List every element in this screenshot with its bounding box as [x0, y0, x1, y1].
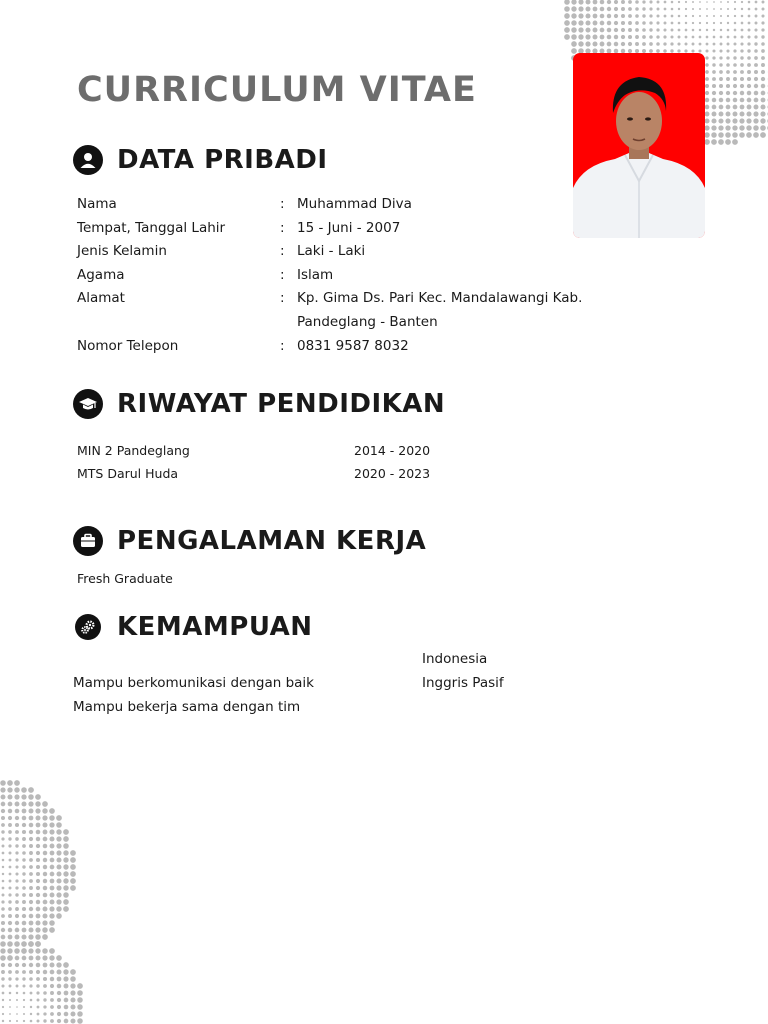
field-row: [77, 240, 627, 264]
field-value: Muhammad Diva: [297, 196, 412, 212]
education-list: [77, 439, 430, 485]
section-personal-data: [73, 145, 328, 175]
field-separator: :: [280, 337, 285, 354]
field-value: Islam: [297, 266, 334, 283]
user-icon: [73, 145, 103, 175]
section-experience: [73, 526, 426, 556]
field-value: 0831 9587 8032: [297, 337, 409, 354]
abilities-list: [73, 672, 314, 719]
dotted-circle-decoration: [0, 720, 100, 1024]
school-name: MIN 2 Pandeglang: [77, 443, 190, 458]
section-title: PENGALAMAN KERJA: [117, 526, 427, 556]
section-skills: [73, 612, 313, 642]
document-title: CURRICULUM VITAE: [77, 70, 477, 110]
section-title: KEMAMPUAN: [117, 612, 313, 642]
field-value: Kp. Gima Ds. Pari Kec. Mandalawangi Kab. Pandeglang - Banten: [297, 290, 583, 330]
briefcase-icon: [73, 526, 103, 556]
language-item: Indonesia: [422, 651, 488, 667]
field-label: Alamat: [77, 290, 125, 307]
school-years: 2014 - 2020: [354, 443, 431, 458]
field-row: [77, 287, 627, 334]
experience-list: [77, 567, 173, 591]
education-row: [77, 462, 430, 485]
field-row: [77, 264, 627, 288]
graduation-cap-icon: [73, 389, 103, 419]
section-education: [73, 389, 445, 419]
section-title: RIWAYAT PENDIDIKAN: [117, 389, 446, 419]
field-separator: :: [280, 196, 285, 212]
school-years: 2020 - 2023: [354, 466, 431, 481]
field-row: [77, 193, 627, 217]
gears-icon: [75, 614, 101, 640]
field-label: Tempat, Tanggal Lahir: [77, 219, 226, 236]
personal-data-table: [77, 193, 627, 358]
education-row: [77, 439, 430, 462]
field-label: Agama: [77, 266, 125, 283]
field-row: [77, 217, 627, 241]
school-name: MTS Darul Huda: [77, 466, 179, 481]
section-title: DATA PRIBADI: [117, 145, 328, 175]
field-label: Nomor Telepon: [77, 337, 179, 354]
languages-list: [422, 648, 504, 695]
experience-item: Fresh Graduate: [77, 571, 173, 586]
field-value: 15 - Juni - 2007: [297, 219, 401, 236]
field-row: [77, 335, 627, 359]
field-value: Laki - Laki: [297, 243, 366, 260]
language-item: Inggris Pasif: [422, 674, 504, 691]
field-label: Nama: [77, 196, 117, 212]
field-label: Jenis Kelamin: [77, 243, 167, 260]
field-separator: :: [280, 290, 285, 307]
ability-item: Mampu berkomunikasi dengan baik: [73, 675, 314, 691]
field-separator: :: [280, 219, 285, 236]
field-separator: :: [280, 243, 285, 260]
field-separator: :: [280, 266, 285, 283]
ability-item: Mampu bekerja sama dengan tim: [73, 698, 301, 715]
